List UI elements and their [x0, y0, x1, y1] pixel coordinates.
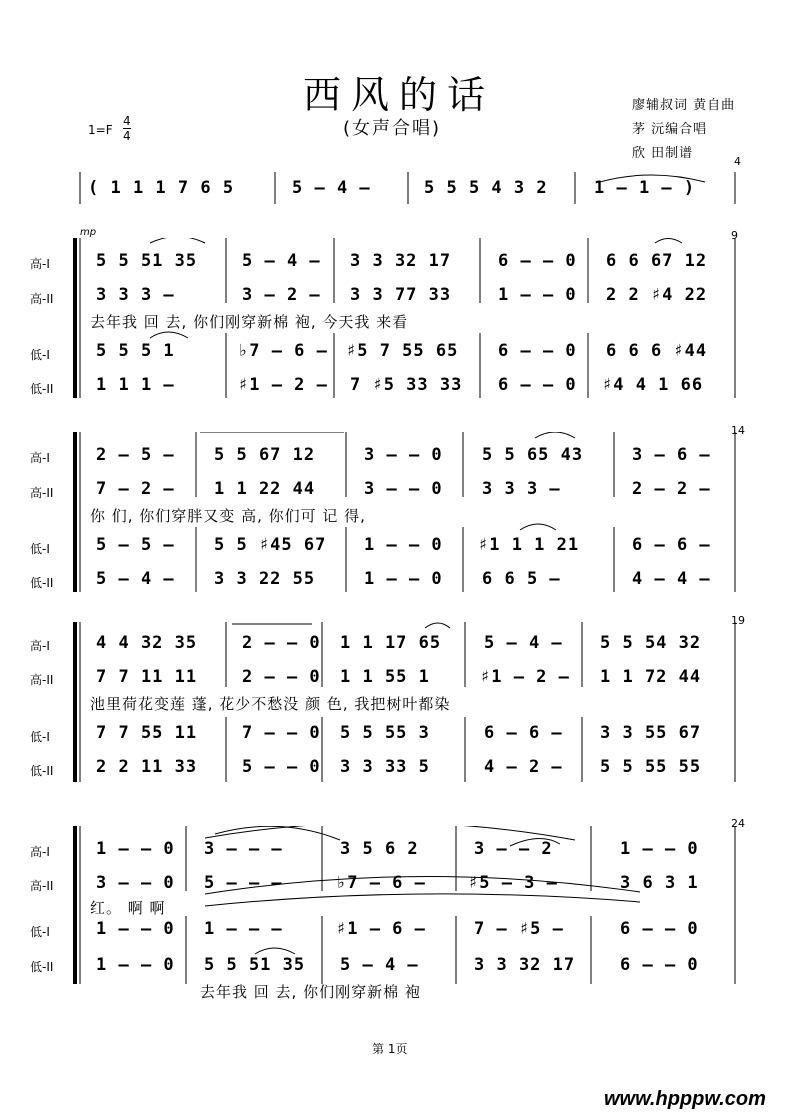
measure: ♯1 – 6 – — [336, 919, 426, 939]
voice-label: 高-II — [30, 673, 54, 687]
measure: 4 4 32 35 — [96, 633, 198, 653]
voice-label: 高-I — [30, 451, 50, 465]
measure: ♯5 7 55 65 — [346, 341, 459, 361]
measure: 3 6 3 1 — [620, 873, 699, 893]
measure: 3 3 32 17 — [474, 955, 576, 975]
measure: 1 1 17 65 — [340, 633, 442, 653]
measure: 1 – – 0 — [364, 569, 443, 589]
voice-label: 低-I — [30, 925, 50, 939]
measure: ♭7 – 6 – — [336, 873, 426, 893]
measure: 2 – – 0 — [242, 667, 321, 687]
measure: 5 5 54 32 — [600, 633, 702, 653]
measure: 5 – 4 – — [484, 633, 563, 653]
measure: 1 1 1 – — [96, 375, 175, 395]
voice-label: 低-II — [30, 576, 54, 590]
lyrics-line: 你 们, 你们穿胖又变 高, 你们可 记 得, — [90, 507, 366, 525]
measure: 6 – – 0 — [498, 375, 577, 395]
measure: 3 3 33 5 — [340, 757, 430, 777]
intro-staff-lines — [0, 168, 790, 228]
page-subtitle: (女声合唱) — [343, 118, 442, 139]
measure: 3 – 6 – — [632, 445, 711, 465]
measure: 5 – 4 – — [242, 251, 321, 271]
measure: 6 6 5 – — [482, 569, 561, 589]
measure: 1 – – – — [204, 919, 283, 939]
measure: 7 7 55 11 — [96, 723, 198, 743]
measure: 3 – – 2 — [474, 839, 553, 859]
measure: ♯5 – 3 – — [468, 873, 558, 893]
measure: 6 – 6 – — [484, 723, 563, 743]
measure: 6 6 6 ♯44 — [606, 341, 708, 361]
measure: 5 5 55 3 — [340, 723, 430, 743]
measure: 5 – – 0 — [242, 757, 321, 777]
measure: 1 – – 0 — [96, 955, 175, 975]
page-number: 第 1页 — [372, 1042, 408, 1056]
measure: 1 1 22 44 — [214, 479, 316, 499]
lyrics-line: 去年我 回 去, 你们刚穿新棉 袍 — [200, 983, 421, 1001]
measure: 3 – – 0 — [364, 479, 443, 499]
measure: 7 ♯5 33 33 — [350, 375, 463, 395]
measure: 5 5 67 12 — [214, 445, 316, 465]
voice-label: 高-II — [30, 292, 54, 306]
measure: 7 – 2 – — [96, 479, 175, 499]
voice-label: 高-II — [30, 486, 54, 500]
measure: 6 6 67 12 — [606, 251, 708, 271]
measure-number: 4 — [734, 155, 741, 168]
measure: 1 – – 0 — [498, 285, 577, 305]
voice-label: 低-II — [30, 960, 54, 974]
measure: 7 7 11 11 — [96, 667, 198, 687]
intro-measure: 5 – 4 – — [292, 178, 371, 198]
measure: 7 – ♯5 – — [474, 919, 564, 939]
measure: ♯4 4 1 66 — [602, 375, 704, 395]
time-sig-numerator: 4 — [123, 114, 131, 128]
measure-number: 14 — [731, 424, 745, 437]
measure: 5 5 65 43 — [482, 445, 584, 465]
measure: 6 – – 0 — [620, 955, 699, 975]
measure: 2 – 2 – — [632, 479, 711, 499]
measure: 5 5 55 55 — [600, 757, 702, 777]
measure: 1 1 55 1 — [340, 667, 430, 687]
time-signature — [123, 114, 131, 143]
lyrics-line: 去年我 回 去, 你们刚穿新棉 袍, 今天我 来看 — [90, 313, 409, 331]
measure: 2 – – 0 — [242, 633, 321, 653]
intro-measure: ( 1 1 1 7 6 5 — [88, 178, 235, 198]
voice-label: 高-I — [30, 257, 50, 271]
measure: 3 3 22 55 — [214, 569, 316, 589]
credit-notation: 欣 田制谱 — [632, 146, 694, 161]
lyrics-line: 池里荷花变莲 蓬, 花少不愁没 颜 色, 我把树叶都染 — [90, 695, 451, 713]
measure: 5 – – – — [204, 873, 283, 893]
measure: 1 – – 0 — [364, 535, 443, 555]
voice-label: 高-II — [30, 879, 54, 893]
measure: 2 2 11 33 — [96, 757, 198, 777]
measure: 6 – – 0 — [620, 919, 699, 939]
measure: 1 1 72 44 — [600, 667, 702, 687]
measure: 3 – – 0 — [96, 873, 175, 893]
measure-number: 24 — [731, 817, 745, 830]
time-sig-denominator: 4 — [123, 129, 131, 143]
measure: 3 – – 0 — [364, 445, 443, 465]
voice-label: 高-I — [30, 845, 50, 859]
measure: 3 5 6 2 — [340, 839, 419, 859]
measure: 3 3 55 67 — [600, 723, 702, 743]
measure: 5 – 5 – — [96, 535, 175, 555]
voice-label: 低-II — [30, 382, 54, 396]
measure: ♯1 – 2 – — [480, 667, 570, 687]
measure: 3 – 2 – — [242, 285, 321, 305]
intro-measure: 1 – 1 – ) — [594, 178, 696, 198]
measure: ♯1 – 2 – — [238, 375, 328, 395]
measure: 5 – 4 – — [96, 569, 175, 589]
measure: 5 5 ♯45 67 — [214, 535, 327, 555]
measure: 1 – – 0 — [96, 919, 175, 939]
measure: 6 – 6 – — [632, 535, 711, 555]
measure: 4 – 2 – — [484, 757, 563, 777]
measure: ♯1 1 1 21 — [478, 535, 580, 555]
measure: 2 – 5 – — [96, 445, 175, 465]
measure: 1 – – 0 — [96, 839, 175, 859]
measure: 3 3 77 33 — [350, 285, 452, 305]
voice-label: 低-I — [30, 348, 50, 362]
measure: 6 – – 0 — [498, 341, 577, 361]
lyrics-line: 红。 啊 啊 — [90, 899, 166, 917]
key-signature: 1=F — [88, 123, 113, 137]
credit-lyrics-music: 廖辅叔词 黄自曲 — [632, 98, 736, 113]
page-title: 西风的话 — [303, 73, 496, 117]
voice-label: 低-I — [30, 542, 50, 556]
measure: 5 – 4 – — [340, 955, 419, 975]
measure: 3 3 3 – — [482, 479, 561, 499]
measure: 5 5 5 1 — [96, 341, 175, 361]
measure: 5 5 51 35 — [96, 251, 198, 271]
measure: 6 – – 0 — [498, 251, 577, 271]
measure: 2 2 ♯4 22 — [606, 285, 708, 305]
measure: 3 3 32 17 — [350, 251, 452, 271]
measure: 7 – – 0 — [242, 723, 321, 743]
measure: ♭7 – 6 – — [238, 341, 328, 361]
credit-arrangement: 茅 沅编合唱 — [632, 122, 708, 137]
intro-measure: 5 5 5 4 3 2 — [424, 178, 548, 198]
measure: 3 3 3 – — [96, 285, 175, 305]
measure: 1 – – 0 — [620, 839, 699, 859]
voice-label: 高-I — [30, 639, 50, 653]
dynamic-mark: mp — [80, 227, 97, 238]
measure-number: 19 — [731, 614, 745, 627]
voice-label: 低-I — [30, 730, 50, 744]
watermark: www.hpppw.com — [604, 1088, 766, 1110]
measure-number: 9 — [731, 229, 738, 242]
measure: 5 5 51 35 — [204, 955, 306, 975]
measure: 4 – 4 – — [632, 569, 711, 589]
measure: 3 – – – — [204, 839, 283, 859]
voice-label: 低-II — [30, 764, 54, 778]
